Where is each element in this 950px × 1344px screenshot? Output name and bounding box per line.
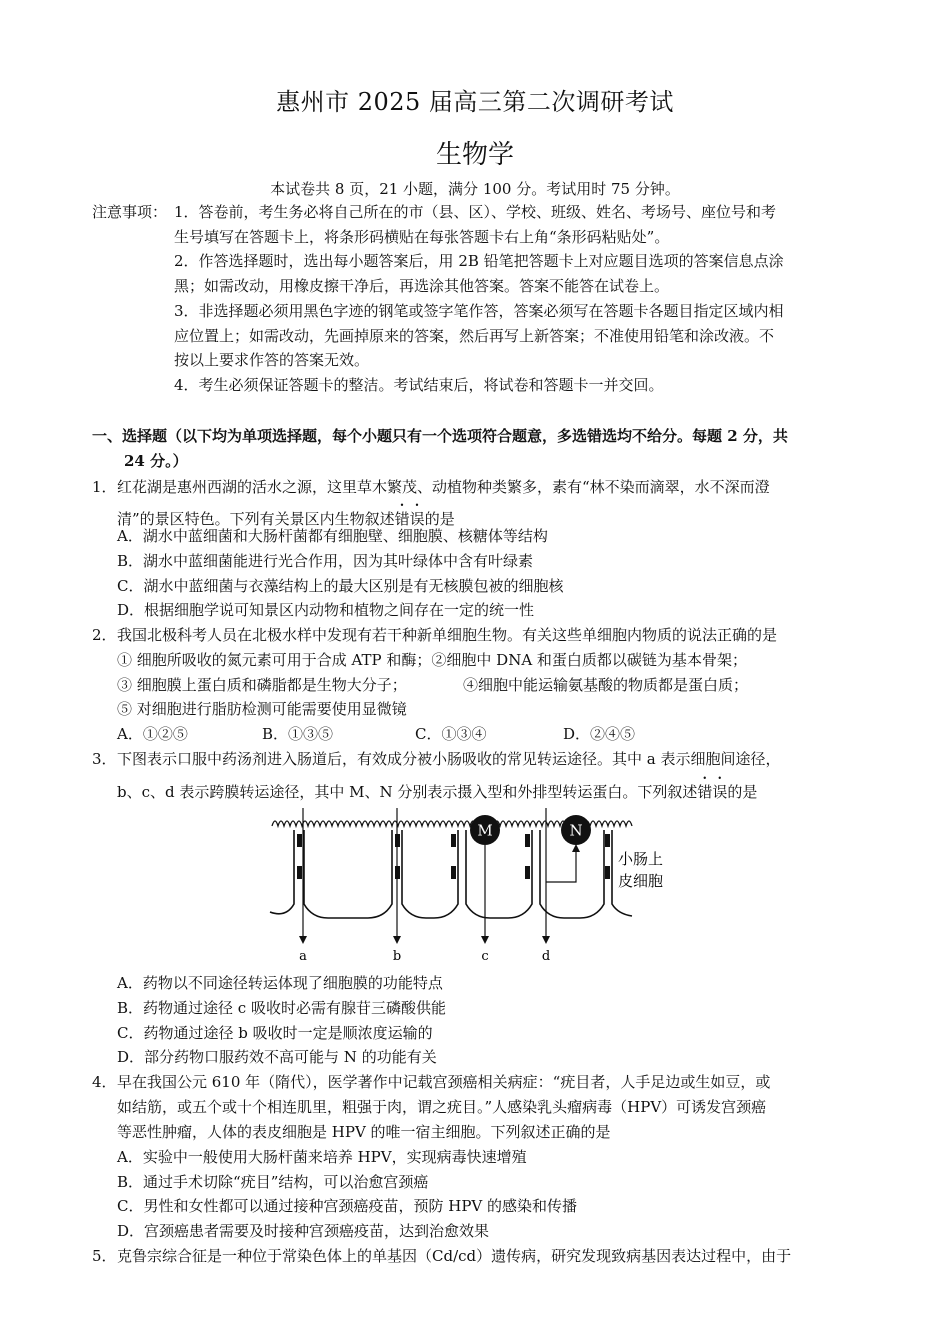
notice-line: 4．考生必须保证答题卡的整洁。考试结束后，将试卷和答题卡一并交回。 bbox=[174, 376, 664, 394]
option-b: B．药物通过途径 c 吸收时必需有腺苷三磷酸供能 bbox=[117, 999, 446, 1017]
route-label-d: d bbox=[541, 949, 551, 964]
option-c: C．湖水中蓝细菌与衣藻结构上的最大区别是有无核膜包被的细胞核 bbox=[117, 577, 564, 595]
option-d: D．部分药物口服药效不高可能与 N 的功能有关 bbox=[117, 1048, 437, 1066]
question-stem-cont: b、c、d 表示跨膜转运途径，其中 M、N 分别表示摄入型和外排型转运蛋白。下列叙述错误的是 bbox=[117, 783, 758, 801]
question-number: 2． bbox=[92, 626, 117, 644]
option-d: D．根据细胞学说可知景区内动物和植物之间存在一定的统一性 bbox=[117, 601, 535, 619]
section-heading: 一、选择题（以下均为单项选择题，每个小题只有一个选项符合题意，多选错选均不给分。每题 2 分，共 bbox=[92, 427, 788, 445]
notice-line: 2．作答选择题时，选出每小题答案后，用 2B 铅笔把答题卡上对应题目选项的答案信息点涂 bbox=[174, 252, 784, 270]
notice-line: 生号填写在答题卡上，将条形码横贴在每张答题卡右上角“条形码粘贴处”。 bbox=[174, 228, 670, 246]
question-stem: 我国北极科考人员在北极水样中发现有若干种新单细胞生物。有关这些单细胞内物质的说法正确的是 bbox=[117, 626, 778, 644]
option-a: A．药物以不同途径转运体现了细胞膜的功能特点 bbox=[117, 974, 443, 992]
question-stem: 早在我国公元 610 年（隋代），医学著作中记载宫颈癌相关病症：“疣目者，人手足边或生如豆，或 bbox=[117, 1073, 771, 1091]
option-c: C．①③④ bbox=[415, 725, 487, 743]
question-stem: 红花湖是惠州西湖的活水之源，这里草木繁茂、动植物种类繁多，素有“林不染而滴翠，水不深而澄 bbox=[117, 478, 770, 496]
cell-label-cont: 皮细胞 bbox=[618, 872, 664, 890]
intestinal-transport-diagram bbox=[268, 800, 688, 970]
question-number: 1． bbox=[92, 478, 117, 496]
exam-title: 惠州市 2025 届高三第二次调研考试 bbox=[276, 88, 674, 116]
notice-line: 黑；如需改动，用橡皮擦干净后，再选涂其他答案。答案不能答在试卷上。 bbox=[174, 277, 670, 295]
option-a: A．湖水中蓝细菌和大肠杆菌都有细胞壁、细胞膜、核糖体等结构 bbox=[117, 527, 548, 545]
route-label-c: c bbox=[481, 949, 489, 964]
notice-line: 按以上要求作答的答案无效。 bbox=[174, 351, 370, 369]
notice-line: 3．非选择题必须用黑色字迹的钢笔或签字笔作答，答案必须写在答题卡各题目指定区域内相 bbox=[174, 302, 784, 320]
n-efflux-path bbox=[546, 848, 576, 882]
cell-label: 小肠上 bbox=[618, 850, 664, 868]
option-a: A．实验中一般使用大肠杆菌来培养 HPV，实现病毒快速增殖 bbox=[117, 1148, 527, 1166]
statement-line: ① 细胞所吸收的氮元素可用于合成 ATP 和酶；②细胞中 DNA 和蛋白质都以碳链为基本骨架； bbox=[117, 651, 747, 669]
option-b: B．湖水中蓝细菌能进行光合作用，因为其叶绿体中含有叶绿素 bbox=[117, 552, 534, 570]
statement-line: ⑤ 对细胞进行脂肪检测可能需要使用显微镜 bbox=[117, 700, 407, 718]
option-d: D．②④⑤ bbox=[563, 725, 636, 743]
option-c: C．男性和女性都可以通过接种宫颈癌疫苗，预防 HPV 的感染和传播 bbox=[117, 1197, 578, 1215]
svg-text:M: M bbox=[477, 821, 493, 840]
question-stem-cont: 如结筋，或五个或十个相连肌里，粗强于肉，谓之疣目。”人感染乳头瘤病毒（HPV）可诱发宫颈癌 bbox=[117, 1098, 767, 1116]
question-stem: 克鲁宗综合征是一种位于常染色体上的单基因（Cd/cd）遗传病，研究发现致病基因表达过程中，由于 bbox=[117, 1247, 792, 1265]
subject-title: 生物学 bbox=[435, 140, 514, 170]
exam-info: 本试卷共 8 页，21 小题，满分 100 分。考试用时 75 分钟。 bbox=[270, 180, 680, 198]
tight-junctions bbox=[297, 834, 610, 879]
notice-line: 1．答卷前，考生务必将自己所在的市（县、区）、学校、班级、姓名、考场号、座位号和考 bbox=[174, 203, 777, 221]
section-heading-cont: 24 分。） bbox=[124, 452, 188, 470]
question-stem-cont: 等恶性肿瘤，人体的表皮细胞是 HPV 的唯一宿主细胞。下列叙述正确的是 bbox=[117, 1123, 611, 1141]
emphasis-word: 错误 bbox=[697, 783, 728, 801]
option-b: B．①③⑤ bbox=[262, 725, 334, 743]
statement-line: ③ 细胞膜上蛋白质和磷脂都是生物大分子； bbox=[117, 676, 407, 694]
option-d: D．宫颈癌患者需要及时接种宫颈癌疫苗，达到治愈效果 bbox=[117, 1222, 490, 1240]
option-c: C．药物通过途径 b 吸收时一定是顺浓度运输的 bbox=[117, 1024, 433, 1042]
svg-text:N: N bbox=[569, 821, 583, 840]
question-number: 3． bbox=[92, 750, 117, 768]
notice-label: 注意事项： bbox=[92, 203, 168, 221]
option-a: A．①②⑤ bbox=[117, 725, 188, 743]
statement-line: ④细胞中能运输氨基酸的物质都是蛋白质； bbox=[463, 676, 749, 694]
question-stem: 下图表示口服中药汤剂进入肠道后，有效成分被小肠吸收的常见转运途径。其中 a 表示细胞间途径， bbox=[117, 750, 781, 768]
option-b: B．通过手术切除“疣目”结构，可以治愈宫颈癌 bbox=[117, 1173, 429, 1191]
question-number: 5． bbox=[92, 1247, 117, 1265]
route-label-b: b bbox=[392, 949, 402, 964]
emphasis-word: 错误 bbox=[394, 510, 425, 528]
route-label-a: a bbox=[299, 949, 307, 964]
question-stem-cont: 清”的景区特色。下列有关景区内生物叙述错误的是 bbox=[117, 510, 455, 528]
question-number: 4． bbox=[92, 1073, 117, 1091]
notice-line: 应位置上；如需改动，先画掉原来的答案，然后再写上新答案；不准使用铅笔和涂改液。不 bbox=[174, 327, 775, 345]
